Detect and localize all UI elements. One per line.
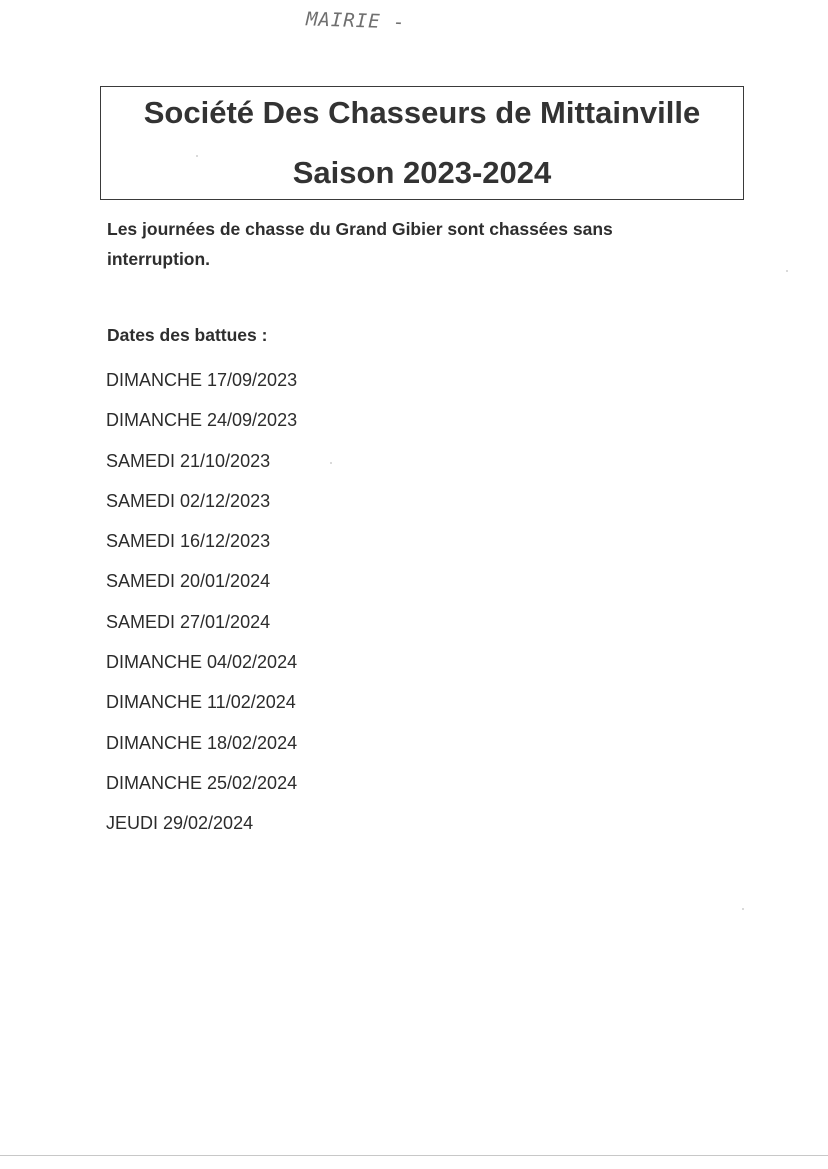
date-item: SAMEDI 16/12/2023 <box>106 531 271 552</box>
date-item: SAMEDI 02/12/2023 <box>106 490 271 511</box>
scan-speck <box>742 908 744 910</box>
season-title: Saison 2023-2024 <box>292 155 552 190</box>
scan-speck <box>786 270 788 272</box>
date-item: JEUDI 29/02/2024 <box>106 813 254 834</box>
date-item: DIMANCHE 18/02/2024 <box>106 732 298 753</box>
scan-speck <box>196 155 198 157</box>
date-item: DIMANCHE 24/09/2023 <box>106 410 298 431</box>
date-item: SAMEDI 27/01/2024 <box>106 611 271 632</box>
document-title: Société Des Chasseurs de Mittainville <box>143 95 701 130</box>
handwritten-note: MAIRIE - <box>305 8 406 34</box>
date-item: SAMEDI 21/10/2023 <box>106 450 271 471</box>
scan-speck <box>330 462 332 464</box>
date-item: SAMEDI 20/01/2024 <box>106 571 271 592</box>
date-item: DIMANCHE 17/09/2023 <box>106 370 298 390</box>
date-item: DIMANCHE 25/02/2024 <box>106 772 298 793</box>
dates-heading: Dates des battues : <box>107 325 268 345</box>
intro-paragraph: Les journées de chasse du Grand Gibier sont chassées sans interruption. <box>107 219 613 269</box>
dates-list <box>106 366 297 850</box>
page-bottom-edge <box>0 1155 828 1156</box>
date-item: DIMANCHE 11/02/2024 <box>106 692 296 713</box>
date-item: DIMANCHE 04/02/2024 <box>106 652 298 673</box>
title-box <box>100 86 744 200</box>
